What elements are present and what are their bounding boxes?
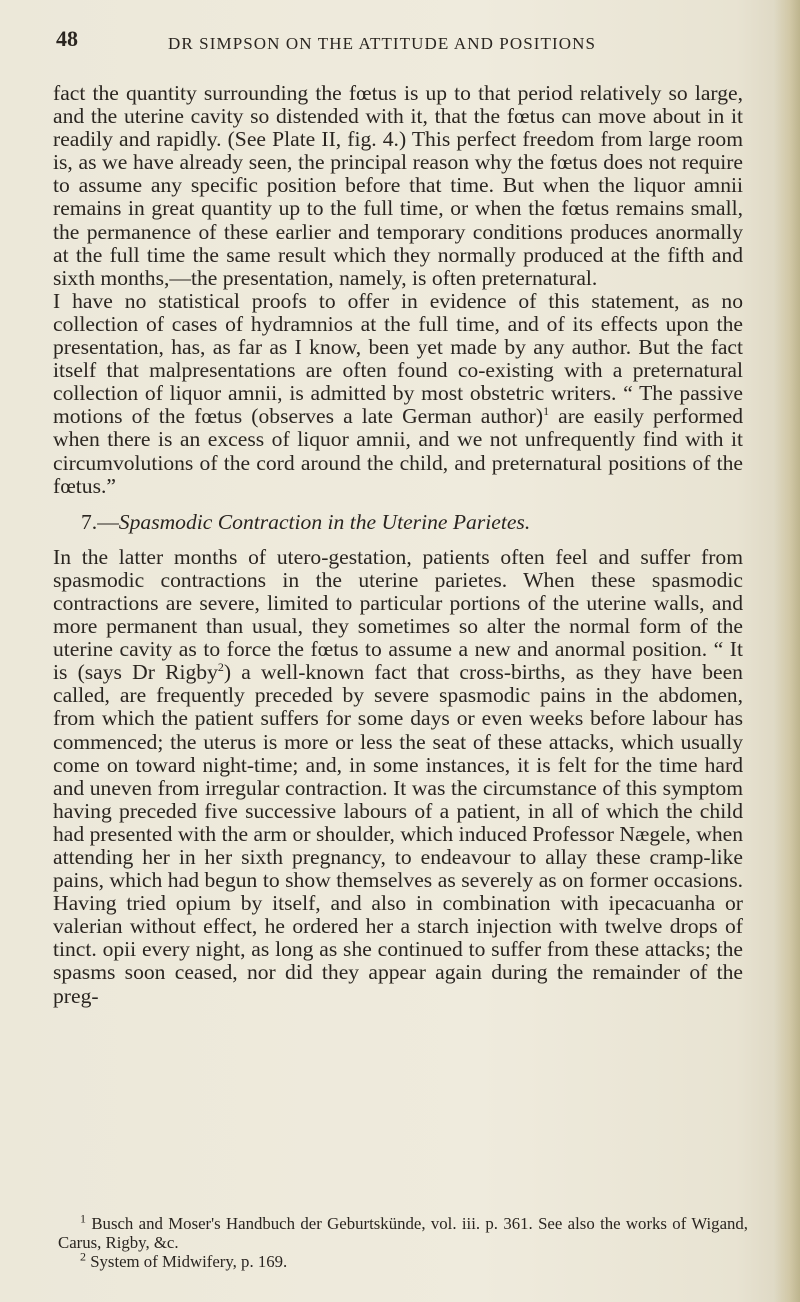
body-text: [53, 82, 743, 1008]
page-header: [56, 22, 746, 62]
paragraph-2-part-a: I have no statistical proofs to offer in evidence of this statement, as no collection of cases of hydramnios at the full time, and of its effects upon the presentation, has, as far as I know, been yet made by any author. But the fact itself that malpresentations are often found co-existing with a preternatural collection of liquor amnii, is admitted by most obstetric writers. “ The passive motions of the fœtus (observes a late German author): [53, 288, 743, 429]
section-title: Spasmodic Contraction in the Uterine Parietes.: [118, 509, 531, 534]
paragraph-1: fact the quantity surrounding the fœtus is up to that period relatively so large, and the uterine cavity so distended with it, that the fœtus can move about in it readily and rapidly. (See Plate II, fig. 4.) This perfect freedom from large room is, as we have already seen, the principal reason why the fœtus does not require to assume any specific position before that time. But when the liquor amnii remains in great quantity up to the full time, or when the fœtus remains small, the permanence of these earlier and temporary conditions produces anormally at the full time the same result which they normally produced at the fifth and sixth months,—the presentation, namely, is often preternatural.: [53, 81, 743, 290]
paragraph-2: [53, 290, 743, 498]
footnote-2: [58, 1249, 748, 1271]
footnote-1-mark: 1: [80, 1211, 86, 1226]
footnote-ref-2: 2: [217, 660, 224, 675]
section-number: 7.—: [81, 509, 119, 534]
section-heading: [53, 511, 743, 534]
footnote-2-text: System of Midwifery, p. 169.: [86, 1252, 288, 1271]
footnote-1: [58, 1211, 748, 1252]
page-number: 48: [56, 26, 78, 51]
paragraph-3-part-a: In the latter months of utero-gestation, patients often feel and suffer from spasmodic contractions in the uterine parietes. When these spasmodic contractions are severe, limited to particular portions of the uterine walls, and more permanent than usual, they sometimes so alter the normal form of the uterine cavity as to force the fœtus to assume a new and anormal position. “ It is (says Dr Rigby: [53, 544, 743, 685]
paragraph-3: [53, 546, 743, 1008]
paragraph-2-part-b: are easily performed when there is an excess of liquor amnii, and we not unfrequently find with it circumvolutions of the cord around the child, and preternatural positions of the fœtus.”: [53, 404, 743, 498]
footnotes: [58, 1211, 748, 1271]
page-edge-shadow: [774, 0, 800, 1302]
footnote-ref-1: 1: [543, 404, 550, 419]
footnote-2-mark: 2: [80, 1249, 86, 1264]
footnote-1-text: Busch and Moser's Handbuch der Geburtskünde, vol. iii. p. 361. See also the works of Wigand, Carus, Rigby, &c.: [58, 1214, 748, 1252]
paragraph-3-part-b: ) a well-known fact that cross-births, as they have been called, are frequently preceded by severe spasmodic pains in the abdomen, from which the patient suffers for some days or even weeks before labour has commenced; the uterus is more or less the seat of these attacks, which usually come on toward night-time; and, in some instances, it is felt for the time hard and uneven from irregular contraction. It was the circumstance of this symptom having preceded five successive labours of a patient, in all of which the child had presented with the arm or shoulder, which induced Professor Nægele, when attending her in her sixth pregnancy, to endeavour to allay these cramp-like pains, which had begun to show themselves as severely as on former occasions. Having tried opium by itself, and also in combination with ipecacuanha or valerian without effect, he ordered her a starch injection with twelve drops of tinct. opii every night, as long as she continued to suffer from these attacks; the spasms soon ceased, nor did they appear again during the remainder of the preg-: [53, 660, 743, 1008]
running-head: DR SIMPSON ON THE ATTITUDE AND POSITIONS: [168, 34, 597, 53]
